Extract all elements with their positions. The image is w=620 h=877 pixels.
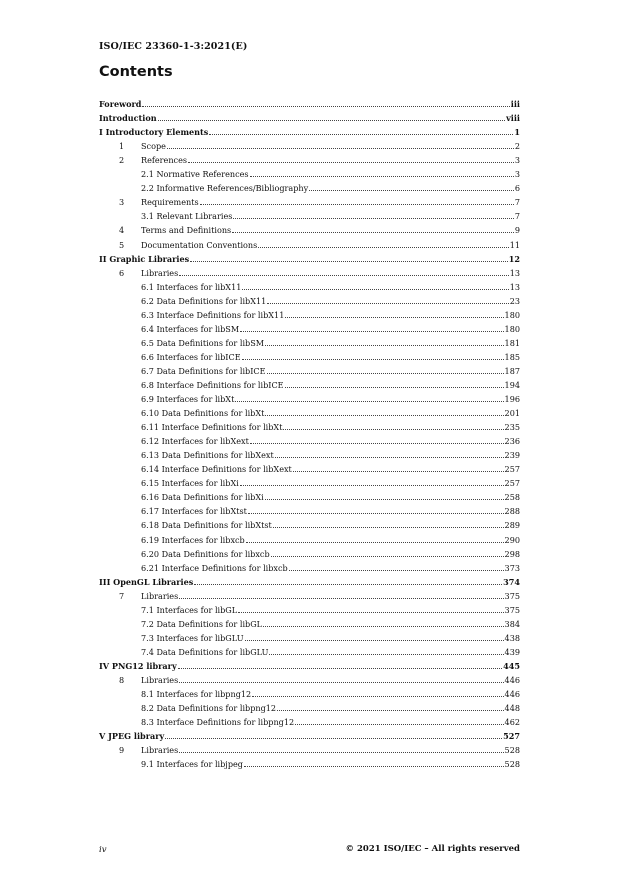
- toc-leader-dots: [240, 485, 504, 486]
- toc-entry[interactable]: [99, 474, 520, 488]
- toc-entry-label: IV PNG12 library: [99, 660, 177, 671]
- toc-entry[interactable]: [99, 179, 520, 193]
- toc-entry-page: 235: [504, 422, 520, 433]
- toc-entry-page: 239: [504, 450, 520, 461]
- toc-entry-page: viii: [506, 113, 520, 124]
- toc-entry-label: Terms and Definitions: [141, 225, 232, 236]
- toc-entry-page: 180: [504, 323, 520, 334]
- toc-entry[interactable]: [99, 123, 520, 137]
- toc-entry-label: 6.10 Data Definitions for libXt: [141, 408, 265, 419]
- toc-entry[interactable]: [99, 348, 520, 362]
- toc-leader-dots: [285, 317, 503, 318]
- toc-entry-label: 6.20 Data Definitions for libxcb: [141, 548, 270, 559]
- toc-entry[interactable]: [99, 221, 520, 235]
- toc-entry-page: 289: [504, 520, 520, 531]
- toc-leader-dots: [277, 710, 503, 711]
- toc-entry-page: 375: [504, 604, 520, 615]
- toc-entry-page: 257: [504, 464, 520, 475]
- toc-entry-label: 2.2 Informative References/Bibliography: [141, 183, 309, 194]
- toc-entry[interactable]: [99, 446, 520, 460]
- toc-leader-dots: [265, 415, 503, 416]
- toc-entry-page: 3: [514, 155, 520, 166]
- toc-leader-dots: [179, 682, 503, 683]
- toc-leader-dots: [233, 218, 513, 219]
- toc-entry[interactable]: [99, 629, 520, 643]
- toc-entry-number: 4: [119, 225, 125, 236]
- toc-entry-label: 7.4 Data Definitions for libGLU: [141, 646, 269, 657]
- toc-entry[interactable]: [99, 727, 520, 741]
- toc-leader-dots: [250, 176, 514, 177]
- toc-leader-dots: [250, 443, 504, 444]
- toc-leader-dots: [238, 612, 503, 613]
- toc-entry-page: 527: [503, 731, 520, 742]
- toc-entry-label: 7.2 Data Definitions for libGL: [141, 618, 263, 629]
- footer-page-number: iv: [99, 845, 107, 855]
- toc-leader-dots: [283, 429, 503, 430]
- toc-leader-dots: [179, 598, 503, 599]
- toc-entry[interactable]: [99, 264, 520, 278]
- toc-entry[interactable]: [99, 545, 520, 559]
- toc-entry-page: 7: [514, 211, 520, 222]
- toc-entry-label: 6.21 Interface Definitions for libxcb: [141, 562, 288, 573]
- toc-entry[interactable]: [99, 587, 520, 601]
- toc-entry-label: 6.5 Data Definitions for libSM: [141, 337, 265, 348]
- toc-entry-number: 6: [119, 267, 125, 278]
- toc-entry-label: 8.2 Data Definitions for libpng12: [141, 703, 277, 714]
- toc-entry[interactable]: [99, 278, 520, 292]
- toc-entry-label: III OpenGL Libraries: [99, 576, 194, 587]
- toc-leader-dots: [167, 148, 514, 149]
- toc-entry-page: 298: [504, 548, 520, 559]
- toc-entry[interactable]: [99, 376, 520, 390]
- toc-entry-page: 201: [504, 408, 520, 419]
- toc-entry-label: 6.7 Data Definitions for libICE: [141, 365, 266, 376]
- toc-entry[interactable]: [99, 362, 520, 376]
- toc-leader-dots: [246, 542, 504, 543]
- toc-entry[interactable]: [99, 559, 520, 573]
- toc-entry[interactable]: [99, 193, 520, 207]
- toc-entry-page: 288: [504, 506, 520, 517]
- toc-entry-label: 3.1 Relevant Libraries: [141, 211, 233, 222]
- toc-entry-number: 5: [119, 239, 125, 250]
- toc-entry-label: 6.2 Data Definitions for libX11: [141, 295, 267, 306]
- toc-entry-label: 6.18 Data Definitions for libXtst: [141, 520, 272, 531]
- toc-entry-label: 8.3 Interface Definitions for libpng12: [141, 717, 295, 728]
- toc-leader-dots: [232, 232, 514, 233]
- toc-leader-dots: [265, 499, 504, 500]
- toc-entry-label: References: [141, 155, 188, 166]
- toc-entry-page: 23: [509, 295, 520, 306]
- toc-entry[interactable]: [99, 502, 520, 516]
- toc-leader-dots: [242, 289, 508, 290]
- toc-entry-label: Introduction: [99, 113, 157, 124]
- toc-entry-label: 7.1 Interfaces for libGL: [141, 604, 238, 615]
- toc-entry-label: 6.8 Interface Definitions for libICE: [141, 379, 284, 390]
- toc-leader-dots: [271, 556, 504, 557]
- toc-entry-page: 290: [504, 534, 520, 545]
- toc-entry[interactable]: [99, 615, 520, 629]
- toc-leader-dots: [285, 387, 504, 388]
- toc-entry-page: 181: [504, 337, 520, 348]
- toc-entry-label: Libraries: [141, 745, 179, 756]
- toc-entry[interactable]: [99, 699, 520, 713]
- toc-entry[interactable]: [99, 516, 520, 530]
- toc-leader-dots: [269, 654, 503, 655]
- toc-entry[interactable]: [99, 109, 520, 123]
- toc-entry-page: 2: [514, 141, 520, 152]
- toc-leader-dots: [178, 668, 502, 669]
- toc-entry[interactable]: [99, 573, 520, 587]
- toc-leader-dots: [194, 584, 502, 585]
- toc-leader-dots: [244, 766, 504, 767]
- toc-leader-dots: [267, 373, 504, 374]
- toc-leader-dots: [309, 190, 514, 191]
- toc-entry[interactable]: [99, 292, 520, 306]
- toc-entry[interactable]: [99, 643, 520, 657]
- toc-entry-page: 374: [503, 576, 520, 587]
- toc-entry-page: 13: [509, 281, 520, 292]
- toc-leader-dots: [289, 570, 504, 571]
- toc-entry-page: 446: [504, 674, 520, 685]
- toc-entry-label: Requirements: [141, 197, 199, 208]
- toc-entry-label: 6.19 Interfaces for libxcb: [141, 534, 245, 545]
- toc-entry-page: 375: [504, 590, 520, 601]
- toc-entry[interactable]: [99, 320, 520, 334]
- toc-leader-dots: [295, 724, 503, 725]
- toc-entry[interactable]: [99, 137, 520, 151]
- toc-entry-page: 9: [514, 225, 520, 236]
- toc-entry[interactable]: [99, 306, 520, 320]
- toc-entry-page: 446: [504, 689, 520, 700]
- toc-entry-label: 6.17 Interfaces for libXtst: [141, 506, 247, 517]
- toc-entry-page: 438: [504, 632, 520, 643]
- toc-entry[interactable]: [99, 460, 520, 474]
- footer-copyright: © 2021 ISO/IEC – All rights reserved: [345, 844, 520, 854]
- toc-leader-dots: [273, 527, 504, 528]
- toc-entry-page: 439: [504, 646, 520, 657]
- toc-entry[interactable]: [99, 390, 520, 404]
- toc-entry-label: 6.14 Interface Definitions for libXext: [141, 464, 292, 475]
- toc-entry-label: Libraries: [141, 674, 179, 685]
- toc-entry[interactable]: [99, 334, 520, 348]
- toc-entry-number: 1: [119, 141, 125, 152]
- toc-leader-dots: [248, 513, 504, 514]
- toc-entry-page: 185: [504, 351, 520, 362]
- toc-leader-dots: [158, 120, 505, 121]
- toc-entry[interactable]: [99, 530, 520, 544]
- toc-leader-dots: [275, 457, 504, 458]
- toc-leader-dots: [188, 162, 514, 163]
- toc-entry[interactable]: [99, 601, 520, 615]
- toc-leader-dots: [179, 752, 503, 753]
- toc-entry-number: 2: [119, 155, 125, 166]
- toc-entry-label: Foreword: [99, 99, 142, 110]
- page-title: Contents: [99, 64, 173, 80]
- toc-leader-dots: [252, 696, 503, 697]
- toc-leader-dots: [235, 401, 503, 402]
- toc-entry-page: 528: [504, 759, 520, 770]
- toc-entry-page: 187: [504, 365, 520, 376]
- toc-entry-page: 13: [509, 267, 520, 278]
- toc-entry-page: 257: [504, 478, 520, 489]
- toc-entry[interactable]: [99, 418, 520, 432]
- toc-entry-label: 6.12 Interfaces for libXext: [141, 436, 249, 447]
- toc-entry-label: 6.15 Interfaces for libXi: [141, 478, 239, 489]
- toc-entry[interactable]: [99, 657, 520, 671]
- toc-entry-label: Documentation Conventions: [141, 239, 258, 250]
- toc-leader-dots: [200, 204, 514, 205]
- toc-entry-page: 445: [503, 660, 520, 671]
- toc-entry[interactable]: [99, 404, 520, 418]
- toc-leader-dots: [190, 261, 508, 262]
- toc-entry[interactable]: [99, 207, 520, 221]
- toc-entry-number: 8: [119, 674, 125, 685]
- toc-entry-label: Libraries: [141, 590, 179, 601]
- toc-leader-dots: [265, 345, 504, 346]
- toc-entry-page: 12: [508, 253, 520, 264]
- toc-entry-number: 3: [119, 197, 125, 208]
- toc-entry-page: 7: [514, 197, 520, 208]
- toc-entry-page: 236: [504, 436, 520, 447]
- toc-entry-page: 11: [509, 239, 520, 250]
- toc-entry-label: V JPEG library: [99, 731, 165, 742]
- toc-entry-page: 384: [504, 618, 520, 629]
- toc-entry[interactable]: [99, 250, 520, 264]
- toc-entry-label: 6.13 Data Definitions for libXext: [141, 450, 274, 461]
- toc-entry-label: 6.3 Interface Definitions for libX11: [141, 309, 285, 320]
- toc-entry-page: 258: [504, 492, 520, 503]
- toc-entry-page: 194: [504, 379, 520, 390]
- toc-entry-label: 8.1 Interfaces for libpng12: [141, 689, 252, 700]
- toc-entry-label: I Introductory Elements: [99, 127, 209, 138]
- toc-entry[interactable]: [99, 95, 520, 109]
- toc-entry-label: 2.1 Normative References: [141, 169, 249, 180]
- toc-leader-dots: [165, 738, 502, 739]
- toc-entry-page: 180: [504, 309, 520, 320]
- toc-entry-label: 6.11 Interface Definitions for libXt: [141, 422, 283, 433]
- toc-entry[interactable]: [99, 755, 520, 769]
- toc-entry-page: 3: [514, 169, 520, 180]
- toc-entry-label: 6.4 Interfaces for libSM: [141, 323, 240, 334]
- toc-entry-page: 448: [504, 703, 520, 714]
- toc-leader-dots: [242, 359, 504, 360]
- toc-entry-page: 1: [514, 127, 520, 138]
- toc-leader-dots: [240, 331, 503, 332]
- toc-entry-page: 462: [504, 717, 520, 728]
- toc-entry-page: 528: [504, 745, 520, 756]
- toc-leader-dots: [209, 134, 513, 135]
- toc-entry[interactable]: [99, 713, 520, 727]
- toc-leader-dots: [267, 303, 508, 304]
- toc-entry-page: 6: [514, 183, 520, 194]
- document-id: ISO/IEC 23360-1-3:2021(E): [99, 41, 248, 52]
- table-of-contents: [99, 95, 520, 769]
- toc-entry-page: iii: [510, 99, 520, 110]
- toc-entry-number: 9: [119, 745, 125, 756]
- toc-entry-page: 196: [504, 394, 520, 405]
- toc-entry[interactable]: [99, 235, 520, 249]
- toc-entry-label: 9.1 Interfaces for libjpeg: [141, 759, 243, 770]
- toc-entry-page: 373: [504, 562, 520, 573]
- toc-leader-dots: [142, 106, 509, 107]
- toc-leader-dots: [263, 626, 503, 627]
- toc-entry[interactable]: [99, 488, 520, 502]
- toc-entry-label: 6.1 Interfaces for libX11: [141, 281, 242, 292]
- toc-entry[interactable]: [99, 432, 520, 446]
- toc-entry-number: 7: [119, 590, 125, 601]
- toc-entry-label: II Graphic Libraries: [99, 253, 190, 264]
- toc-entry[interactable]: [99, 165, 520, 179]
- toc-leader-dots: [293, 471, 504, 472]
- toc-entry-label: 6.9 Interfaces for libXt: [141, 394, 235, 405]
- toc-entry[interactable]: [99, 671, 520, 685]
- toc-entry[interactable]: [99, 151, 520, 165]
- toc-entry[interactable]: [99, 685, 520, 699]
- toc-entry-label: Libraries: [141, 267, 179, 278]
- toc-entry-label: Scope: [141, 141, 166, 152]
- toc-entry-label: 6.16 Data Definitions for libXi: [141, 492, 264, 503]
- toc-entry[interactable]: [99, 741, 520, 755]
- toc-entry-label: 6.6 Interfaces for libICE: [141, 351, 241, 362]
- toc-entry-label: 7.3 Interfaces for libGLU: [141, 632, 244, 643]
- toc-leader-dots: [258, 247, 508, 248]
- toc-leader-dots: [179, 275, 508, 276]
- toc-leader-dots: [245, 640, 504, 641]
